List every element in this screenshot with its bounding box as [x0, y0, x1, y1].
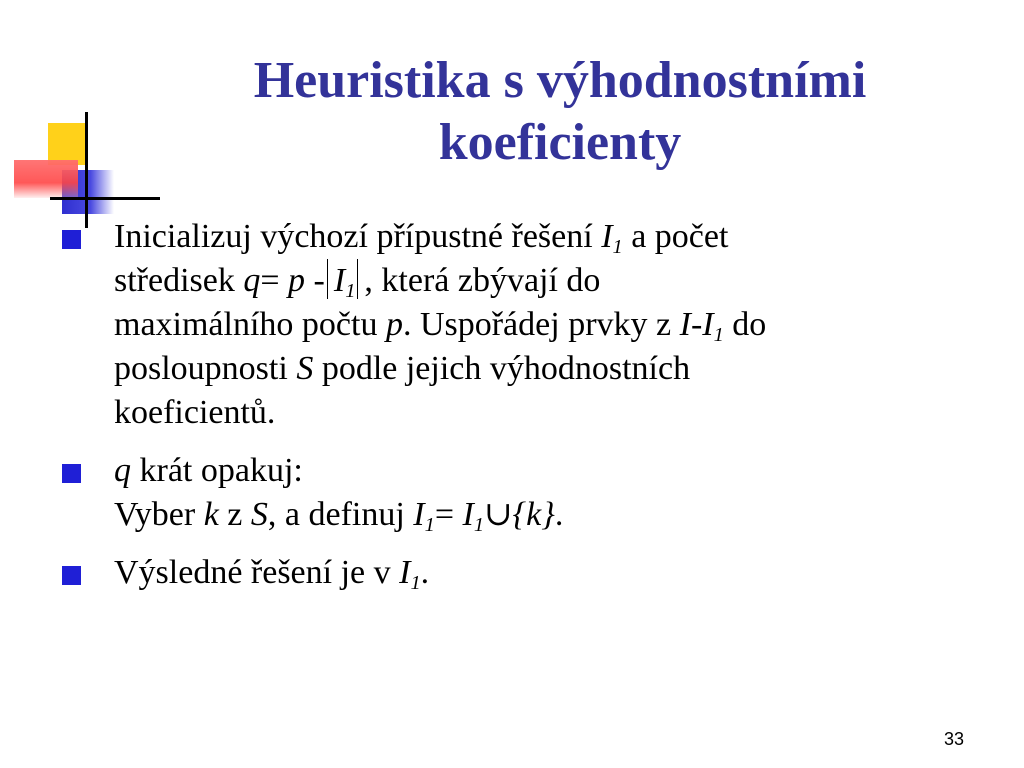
bullet-1-line-3: maximálního počtu p. Uspořádej prvky z $I-I_1$ do — [114, 306, 767, 347]
bullet-1-line-2: středisek $q= p - I_1$ , která zbývají do — [114, 259, 1000, 303]
bullet-square-icon — [62, 464, 81, 483]
bullet-item-3 — [60, 551, 1000, 595]
abs-bar-left — [327, 259, 328, 299]
bullet-3-line-1: Výsledné řešení je v $I_1$. — [114, 554, 430, 595]
bullet-2-line-1: q krát opakuj: — [114, 452, 303, 489]
bullet-square-icon — [62, 230, 81, 249]
bullet-item-2 — [60, 449, 1000, 537]
bullet-1-line-1: Inicializuj výchozí přípustné řešení $I_1$ a počet — [114, 218, 729, 259]
bullet-item-1 — [60, 215, 1000, 435]
abs-bar-right — [357, 259, 358, 299]
logo-vertical-line — [85, 112, 88, 228]
slide-title — [150, 50, 970, 174]
bullet-1-line-5: koeficientů. — [114, 394, 276, 431]
page-number: 33 — [943, 729, 964, 749]
logo-yellow-square — [48, 123, 86, 165]
logo-horizontal-line — [50, 197, 160, 200]
decorative-logo — [0, 0, 170, 240]
title-line-2: koeficienty — [438, 114, 682, 171]
title-line-1: Heuristika s výhodnostními — [253, 52, 867, 109]
bullet-2-line-2: Vyber k z S, a definuj $I_1=$ $I_1\cup\{k\}$. — [114, 496, 564, 537]
bullet-list — [60, 215, 1000, 609]
bullet-square-icon — [62, 566, 81, 585]
bullet-1-line-4: posloupnosti S podle jejich výhodnostních — [114, 350, 691, 387]
logo-red-square — [14, 160, 78, 198]
